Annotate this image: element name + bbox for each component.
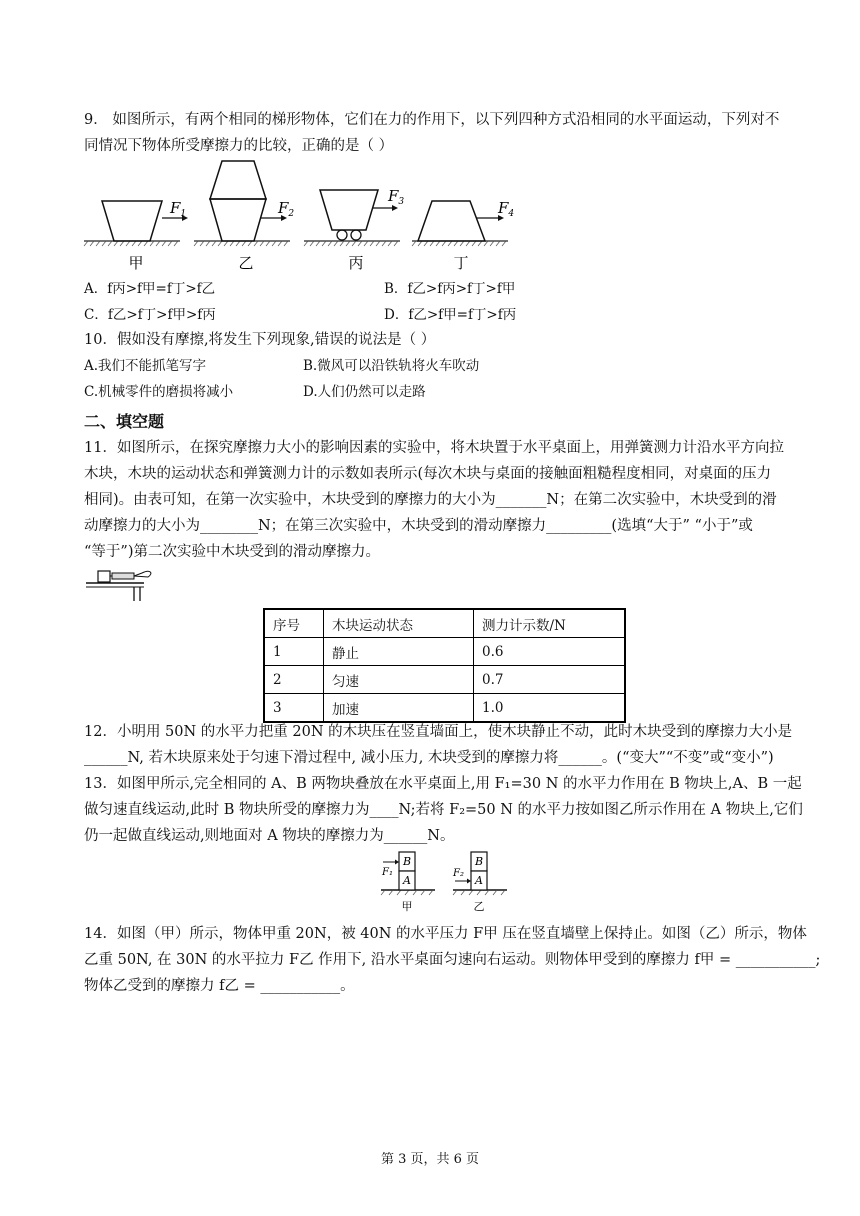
- q10-option-a[interactable]: A.我们不能抓笔写字: [84, 358, 207, 374]
- table-header: 序号: [264, 609, 324, 638]
- table-header-row: [264, 609, 625, 638]
- hatch-line: [212, 241, 216, 246]
- svg-text:F3: [387, 187, 404, 207]
- q9-option-b[interactable]: B．f乙>f丙>f丁>f甲: [384, 281, 516, 297]
- table-header: 木块运动状态: [324, 609, 474, 638]
- hatch-line: [334, 241, 338, 246]
- hatch-line: [328, 241, 332, 246]
- fig-label-yi: 乙: [238, 254, 254, 272]
- trapezoid-jia: [102, 201, 162, 241]
- q12-line2: ______N, 若木块原来处于匀速下滑过程中, 减小压力, 木块受到的摩擦力将______。(“变大”“不变”或“变小”): [84, 750, 774, 766]
- roller-left: [337, 230, 347, 240]
- force-label-3: F: [388, 187, 399, 205]
- q11-figure: [84, 563, 164, 603]
- force-label-4: F: [498, 199, 509, 217]
- hatch-line: [352, 241, 356, 246]
- hatch-line: [150, 241, 154, 246]
- hatch-line: [96, 241, 100, 246]
- q11-line4: 动摩擦力的大小为________N；在第三次实验中，木块受到的滑动摩擦力_________(选填“大于” “小于”或: [84, 518, 753, 534]
- hatch-line: [84, 241, 88, 246]
- hatch-line: [90, 241, 94, 246]
- hatch-line: [200, 241, 204, 246]
- hatch-line: [412, 241, 416, 246]
- hatch-line: [502, 241, 506, 246]
- hatch-line: [194, 241, 198, 246]
- q11-line2: 木块，木块的运动状态和弹簧测力计的示数如表所示(每次木块与桌面的接触面粗糙程度相同，对桌面的压力: [84, 466, 772, 482]
- hatch-line: [304, 241, 308, 246]
- q14-line3: 物体乙受到的摩擦力 f乙 = ___________。: [84, 978, 355, 994]
- q10-stem: 10．假如没有摩擦,将发生下列现象,错误的说法是（ ）: [84, 332, 436, 348]
- hatch-line: [174, 241, 178, 246]
- hatch-line: [260, 241, 264, 246]
- q13-line1: 13．如图甲所示,完全相同的 A、B 两物块叠放在水平桌面上,用 F₁=30 N 的水平力作用在 B 物块上,A、B 一起: [84, 776, 802, 792]
- q11-line5: “等于”)第二次实验中木块受到的滑动摩擦力。: [84, 544, 380, 560]
- q14-line2: 乙重 50N, 在 30N 的水平拉力 F乙 作用下, 沿水平桌面匀速向右运动。则物体甲受到的摩擦力 f甲 = ___________;: [84, 952, 821, 968]
- hatch-line: [156, 241, 160, 246]
- block-label-b-2: B: [475, 855, 484, 868]
- hatch-line: [284, 241, 288, 246]
- table-cell: 2: [264, 666, 324, 694]
- hatch-line: [490, 241, 494, 246]
- hatch-line: [254, 241, 258, 246]
- force-sub-4: 4: [508, 209, 515, 219]
- table-row: [264, 638, 625, 666]
- table-cell: 3: [264, 694, 324, 723]
- force-sub-2: 2: [288, 209, 295, 219]
- fig-label-yi-13: 乙: [473, 900, 485, 913]
- q10-option-d[interactable]: D.人们仍然可以走路: [303, 384, 426, 400]
- fig-label-ding: 丁: [453, 254, 469, 272]
- block-label-a: A: [403, 874, 411, 887]
- block-label-b: B: [403, 855, 412, 868]
- hatch-line: [168, 241, 172, 246]
- hatch-line: [358, 241, 362, 246]
- fig-label-jia: 甲: [128, 254, 144, 272]
- hatch-line: [370, 241, 374, 246]
- table-cell: 1: [264, 638, 324, 666]
- q11-line1: 11．如图所示，在探究摩擦力大小的影响因素的实验中，将木块置于水平桌面上，用弹簧测力计沿水平方向拉: [84, 440, 784, 456]
- q10-option-c[interactable]: C.机械零件的磨损将减小: [84, 384, 234, 400]
- hatch-line: [322, 241, 326, 246]
- hatch-line: [496, 241, 500, 246]
- force-sub-1: 1: [180, 209, 187, 219]
- q13-figure: [375, 848, 525, 918]
- force-label-2: F: [278, 199, 289, 217]
- hatch-line: [364, 241, 368, 246]
- q9-option-d[interactable]: D．f乙>f甲=f丁>f丙: [384, 307, 517, 323]
- hatch-line: [316, 241, 320, 246]
- hatch-line: [162, 241, 166, 246]
- page-number: 第 3 页，共 6 页: [380, 1152, 480, 1167]
- table-cell: 0.7: [474, 666, 626, 694]
- table-cell: 1.0: [474, 694, 626, 723]
- svg-text:F4: [497, 199, 514, 219]
- fig-label-bing: 丙: [348, 254, 364, 272]
- hatch-line: [102, 241, 106, 246]
- q13-line2: 做匀速直线运动,此时 B 物块所受的摩擦力为____N;若将 F₂=50 N 的水平力按如图乙所示作用在 A 物块上,它们: [84, 802, 803, 818]
- hatch-line: [272, 241, 276, 246]
- q13-line3: 仍一起做直线运动,则地面对 A 物块的摩擦力为______N。: [84, 828, 455, 844]
- table-cell: 匀速: [324, 666, 474, 694]
- trapezoid-yi-top: [210, 161, 266, 199]
- force-label-1: F: [170, 199, 181, 217]
- table-header: 测力计示数/N: [474, 609, 626, 638]
- hatch-line: [278, 241, 282, 246]
- table-row: [264, 694, 625, 723]
- hatch-line: [340, 241, 344, 246]
- table-cell: 加速: [324, 694, 474, 723]
- q9-line1: 9． 如图所示，有两个相同的梯形物体，它们在力的作用下，以下列四种方式沿相同的水平面运动，下列对不: [84, 112, 780, 128]
- q10-option-b[interactable]: B.微风可以沿铁轨将火车吹动: [303, 358, 480, 374]
- table-cell: 静止: [324, 638, 474, 666]
- hatch-line: [310, 241, 314, 246]
- force-f1: F₁: [382, 867, 393, 878]
- block-label-a-2: A: [475, 874, 483, 887]
- hatch-line: [394, 241, 398, 246]
- q14-line1: 14．如图（甲）所示，物体甲重 20N，被 40N 的水平压力 F甲 压在竖直墙壁上保持止。如图（乙）所示，物体: [84, 926, 807, 942]
- svg-text:F2: [277, 199, 294, 219]
- spring-scale: [112, 573, 134, 579]
- hatch-line: [388, 241, 392, 246]
- hatch-line: [218, 241, 222, 246]
- q9-option-a[interactable]: A．f丙>f甲=f丁>f乙: [84, 281, 216, 297]
- q9-figure: [80, 158, 550, 278]
- table-row: [264, 666, 625, 694]
- hatch-line: [266, 241, 270, 246]
- table-cell: 0.6: [474, 638, 626, 666]
- q11-table: [263, 608, 626, 723]
- roller-right: [351, 230, 361, 240]
- hatch-line: [376, 241, 380, 246]
- hatch-line: [382, 241, 386, 246]
- svg-text:F1: [169, 199, 186, 219]
- q9-option-c[interactable]: C．f乙>f丁>f甲>f丙: [84, 307, 216, 323]
- q11-line3: 相同)。由表可知，在第一次实验中，木块受到的摩擦力的大小为_______N；在第二次实验中，木块受到的滑: [84, 492, 777, 508]
- force-sub-3: 3: [398, 197, 405, 207]
- fig-label-jia-13: 甲: [401, 900, 413, 913]
- q12-line1: 12．小明用 50N 的水平力把重 20N 的木块压在竖直墙面上，使木块静止不动，此时木块受到的摩擦力大小是: [84, 724, 793, 740]
- force-f2: F₂: [453, 868, 464, 879]
- section-heading: 二、填空题: [84, 412, 165, 431]
- trapezoid-ding: [418, 201, 485, 241]
- trapezoid-yi-bottom: [210, 199, 266, 241]
- hatch-line: [206, 241, 210, 246]
- trapezoid-bing: [320, 190, 378, 230]
- hatch-line: [346, 241, 350, 246]
- hatch-line: [108, 241, 112, 246]
- q9-line2: 同情况下物体所受摩擦力的比较，正确的是（ ）: [84, 138, 394, 154]
- block: [98, 571, 110, 582]
